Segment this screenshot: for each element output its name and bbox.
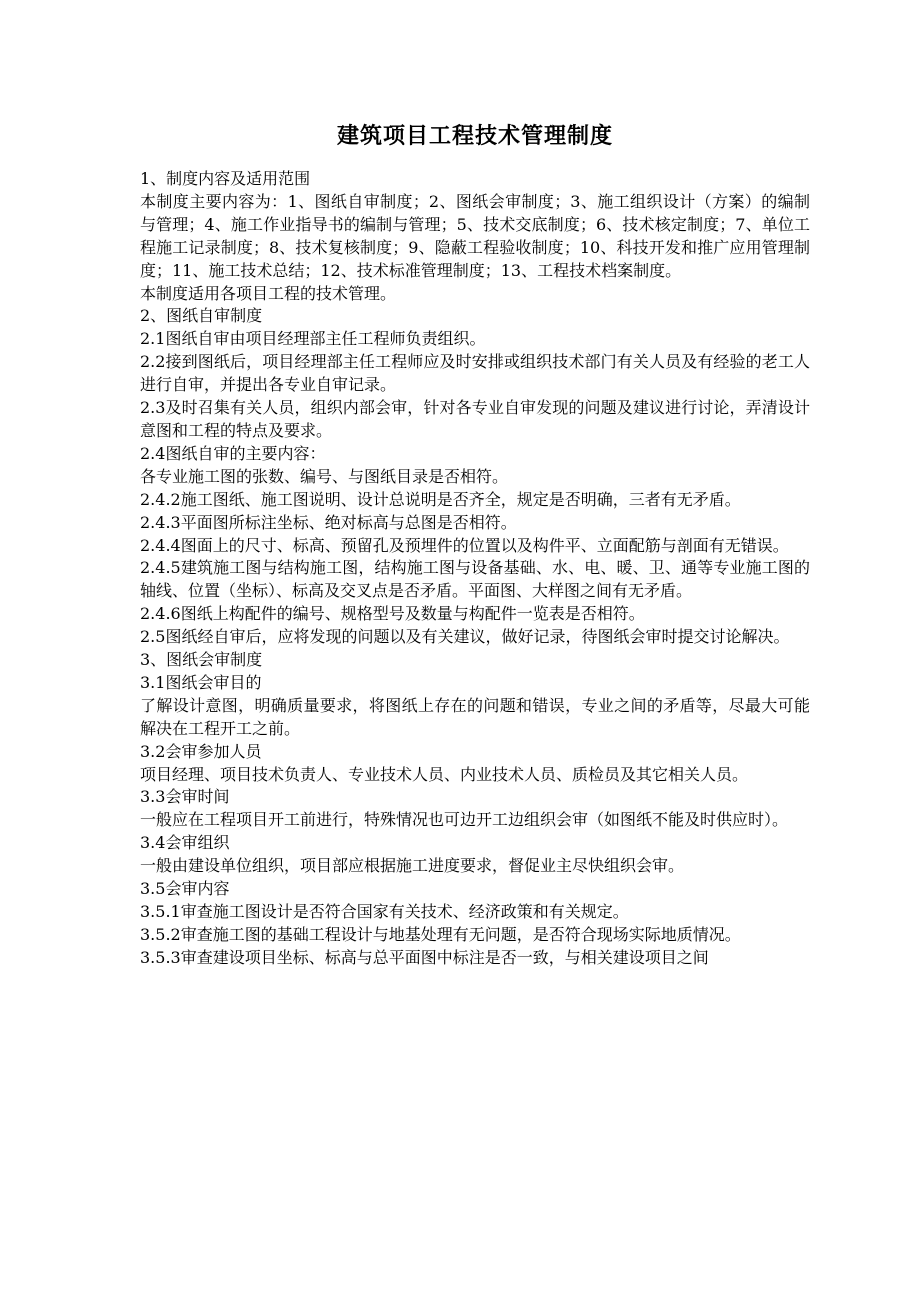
clause-heading: 3.2会审参加人员 — [140, 741, 262, 761]
clause-heading: 3.4会审组织 — [140, 833, 230, 853]
clause-heading: 3.3会审时间 — [140, 787, 230, 807]
clause: 2.3及时召集有关人员，组织内部会审，针对各专业自审发现的问题及建议进行讨论，弄清设计意图和工程的特点及要求。 — [140, 398, 810, 440]
section-heading: 2、图纸自审制度 — [140, 306, 263, 326]
clause: 2.4.2施工图纸、施工图说明、设计总说明是否齐全，规定是否明确，三者有无矛盾。 — [140, 489, 741, 509]
paragraph: 一般应在工程项目开工前进行，特殊情况也可边开工边组织会审（如图纸不能及时供应时）。 — [140, 810, 789, 830]
clause: 2.4.5建筑施工图与结构施工图，结构施工图与设备基础、水、电、暖、卫、通等专业施工图的轴线、位置（坐标）、标高及交叉点是否矛盾。平面图、大样图之间有无矛盾。 — [140, 558, 810, 601]
clause: 2.2接到图纸后，项目经理部主任工程师应及时安排或组织技术部门有关人员及有经验的老工人进行自审，并提出各专业自审记录。 — [140, 352, 810, 395]
clause: 2.4.4图面上的尺寸、标高、预留孔及预埋件的位置以及构件平、立面配筋与剖面有无错误。 — [140, 535, 789, 555]
paragraph: 本制度主要内容为：1、图纸自审制度；2、图纸会审制度；3、施工组织设计（方案）的编制与管理；4、施工作业指导书的编制与管理；5、技术交底制度；6、技术核定制度；7、单位工程施工记录制度；8、技术复核制度；9、隐蔽工程验收制度；10、科技开发和推广应用管理制度；11、施工技术总结；12、技术标准管理制度；13、工程技术档案制度。 — [140, 191, 810, 280]
clause: 3.5.3审查建设项目坐标、标高与总平面图中标注是否一致，与相关建设项目之间 — [140, 947, 709, 967]
section-heading: 1、制度内容及适用范围 — [140, 169, 311, 188]
paragraph: 项目经理、项目技术负责人、专业技术人员、内业技术人员、质检员及其它相关人员。 — [140, 764, 749, 784]
clause: 2.5图纸经自审后，应将发现的问题以及有关建议，做好记录，待图纸会审时提交讨论解决。 — [140, 627, 790, 647]
paragraph: 本制度适用各项目工程的技术管理。 — [140, 283, 397, 303]
clause: 2.4.6图纸上构配件的编号、规格型号及数量与构配件一览表是否相符。 — [140, 604, 645, 624]
section-heading: 3、图纸会审制度 — [140, 650, 263, 670]
document-page — [140, 112, 810, 970]
document-body — [140, 168, 810, 970]
paragraph: 了解设计意图，明确质量要求，将图纸上存在的问题和错误，专业之间的矛盾等，尽最大可能解决在工程开工之前。 — [140, 695, 810, 738]
clause: 3.5.2审查施工图的基础工程设计与地基处理有无问题，是否符合现场实际地质情况。 — [140, 924, 741, 944]
paragraph: 一般由建设单位组织，项目部应根据施工进度要求，督促业主尽快组织会审。 — [140, 856, 685, 876]
clause: 2.4图纸自审的主要内容： — [140, 443, 326, 463]
clause-heading: 3.5会审内容 — [140, 879, 230, 899]
clause: 2.1图纸自审由项目经理部主任工程师负责组织。 — [140, 329, 486, 349]
clause: 3.5.1审查施工图设计是否符合国家有关技术、经济政策和有关规定。 — [140, 902, 629, 921]
document-title: 建筑项目工程技术管理制度 — [336, 123, 613, 149]
clause: 各专业施工图的张数、编号、与图纸目录是否相符。 — [140, 466, 509, 486]
clause: 2.4.3平面图所标注坐标、绝对标高与总图是否相符。 — [140, 512, 517, 532]
clause-heading: 3.1图纸会审目的 — [140, 672, 262, 692]
